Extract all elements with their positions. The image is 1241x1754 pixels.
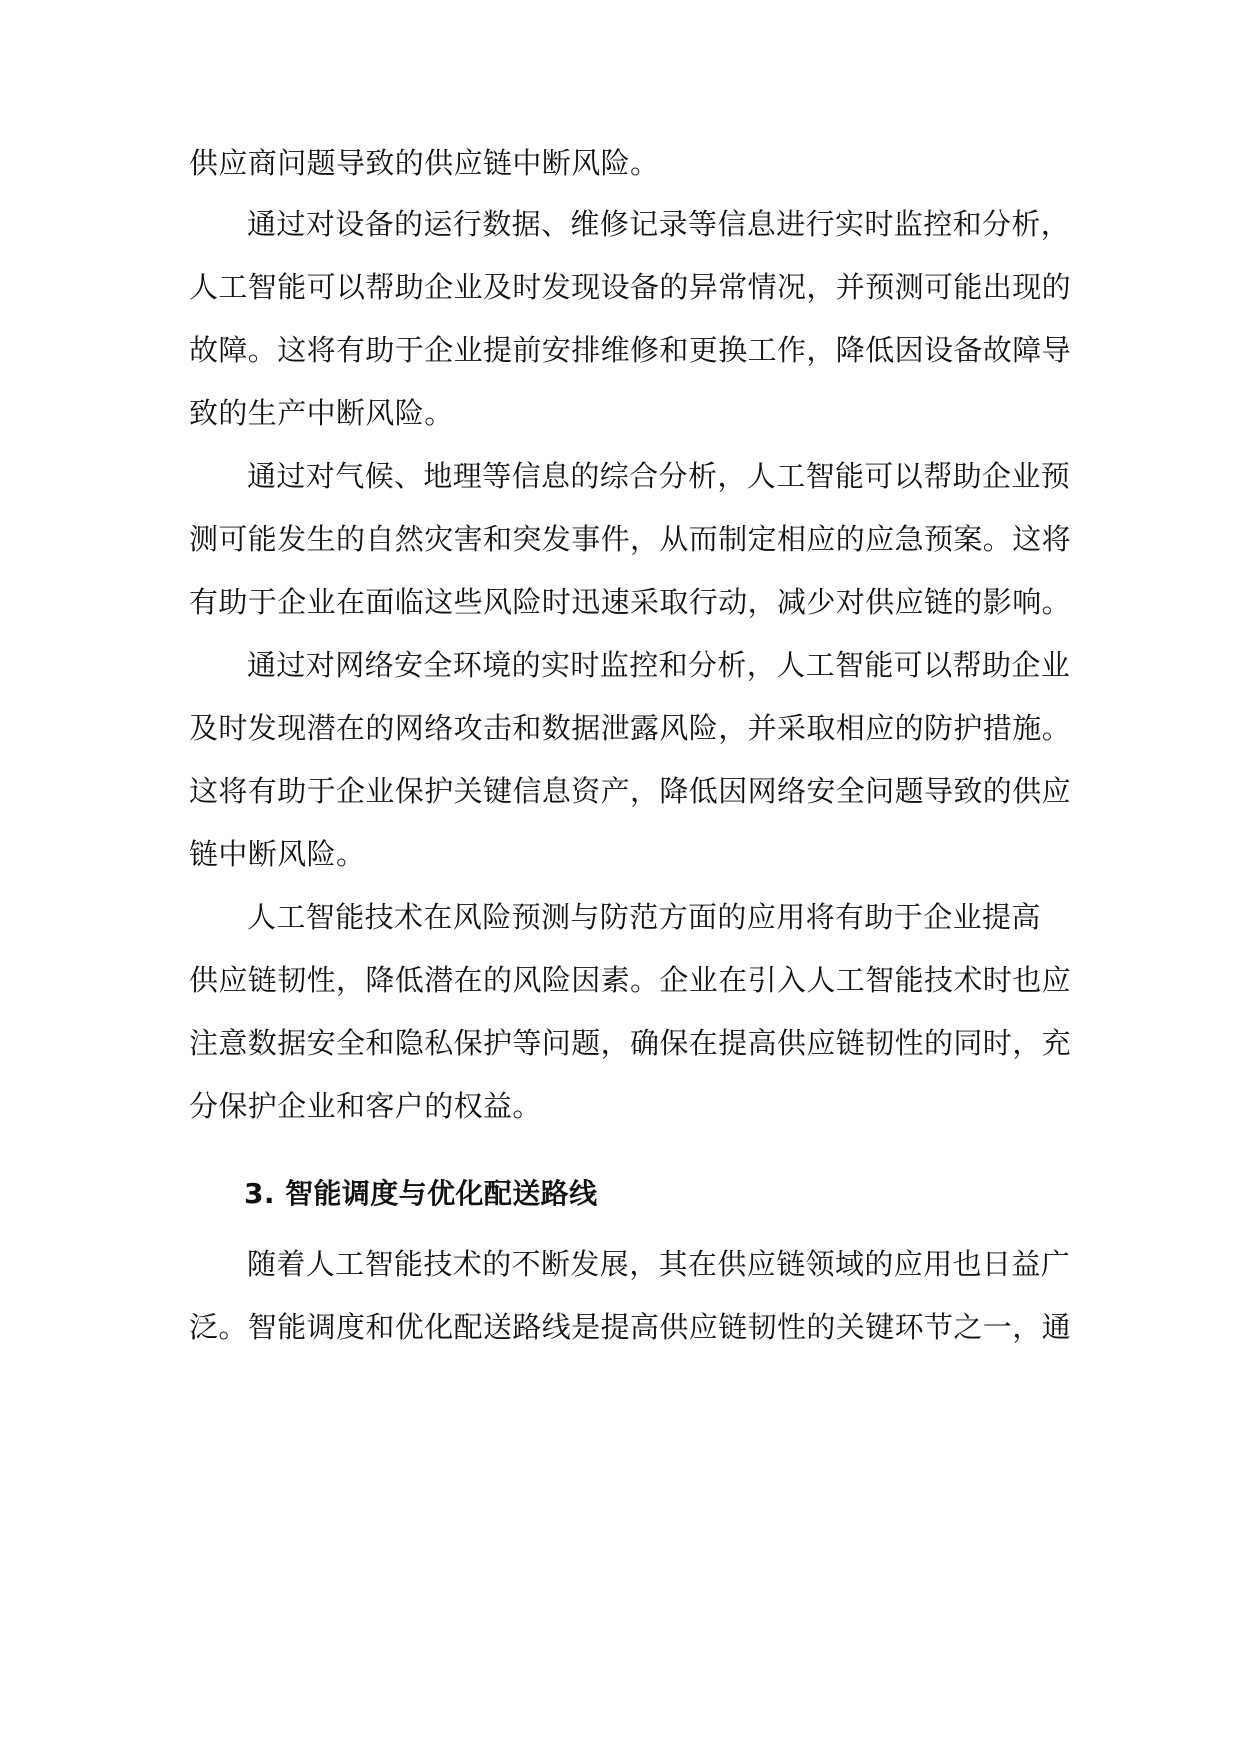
text-line: 这将有助于企业保护关键信息资产，降低因网络安全问题导致的供应 xyxy=(189,774,1072,808)
paragraph-first-line: 随着人工智能技术的不断发展，其在供应链领域的应用也日益广 xyxy=(247,1247,1071,1281)
text-line: 泛。智能调度和优化配送路线是提高供应链韧性的关键环节之一，通 xyxy=(189,1310,1072,1344)
text-line: 人工智能可以帮助企业及时发现设备的异常情况，并预测可能出现的 xyxy=(189,270,1072,304)
text-line: 及时发现潜在的网络攻击和数据泄露风险，并采取相应的防护措施。 xyxy=(189,711,1072,745)
text-line: 测可能发生的自然灾害和突发事件，从而制定相应的应急预案。这将 xyxy=(189,522,1072,556)
paragraph-first-line: 人工智能技术在风险预测与防范方面的应用将有助于企业提高 xyxy=(247,900,1041,934)
text-line: 分保护企业和客户的权益。 xyxy=(189,1089,542,1123)
paragraph-first-line: 通过对网络安全环境的实时监控和分析，人工智能可以帮助企业 xyxy=(247,648,1071,682)
section-heading: 3. 智能调度与优化配送路线 xyxy=(244,1177,598,1210)
text-line: 致的生产中断风险。 xyxy=(189,396,454,430)
text-line: 故障。这将有助于企业提前安排维修和更换工作，降低因设备故障导 xyxy=(189,333,1072,367)
text-line: 链中断风险。 xyxy=(189,837,366,871)
text-line: 供应商问题导致的供应链中断风险。 xyxy=(189,146,660,180)
text-line: 注意数据安全和隐私保护等问题，确保在提高供应链韧性的同时，充 xyxy=(189,1026,1072,1060)
paragraph-first-line: 通过对气候、地理等信息的综合分析，人工智能可以帮助企业预 xyxy=(247,459,1071,493)
text-line: 供应链韧性，降低潜在的风险因素。企业在引入人工智能技术时也应 xyxy=(189,963,1072,997)
paragraph-first-line: 通过对设备的运行数据、维修记录等信息进行实时监控和分析， xyxy=(247,207,1071,241)
text-line: 有助于企业在面临这些风险时迅速采取行动，减少对供应链的影响。 xyxy=(189,585,1072,619)
